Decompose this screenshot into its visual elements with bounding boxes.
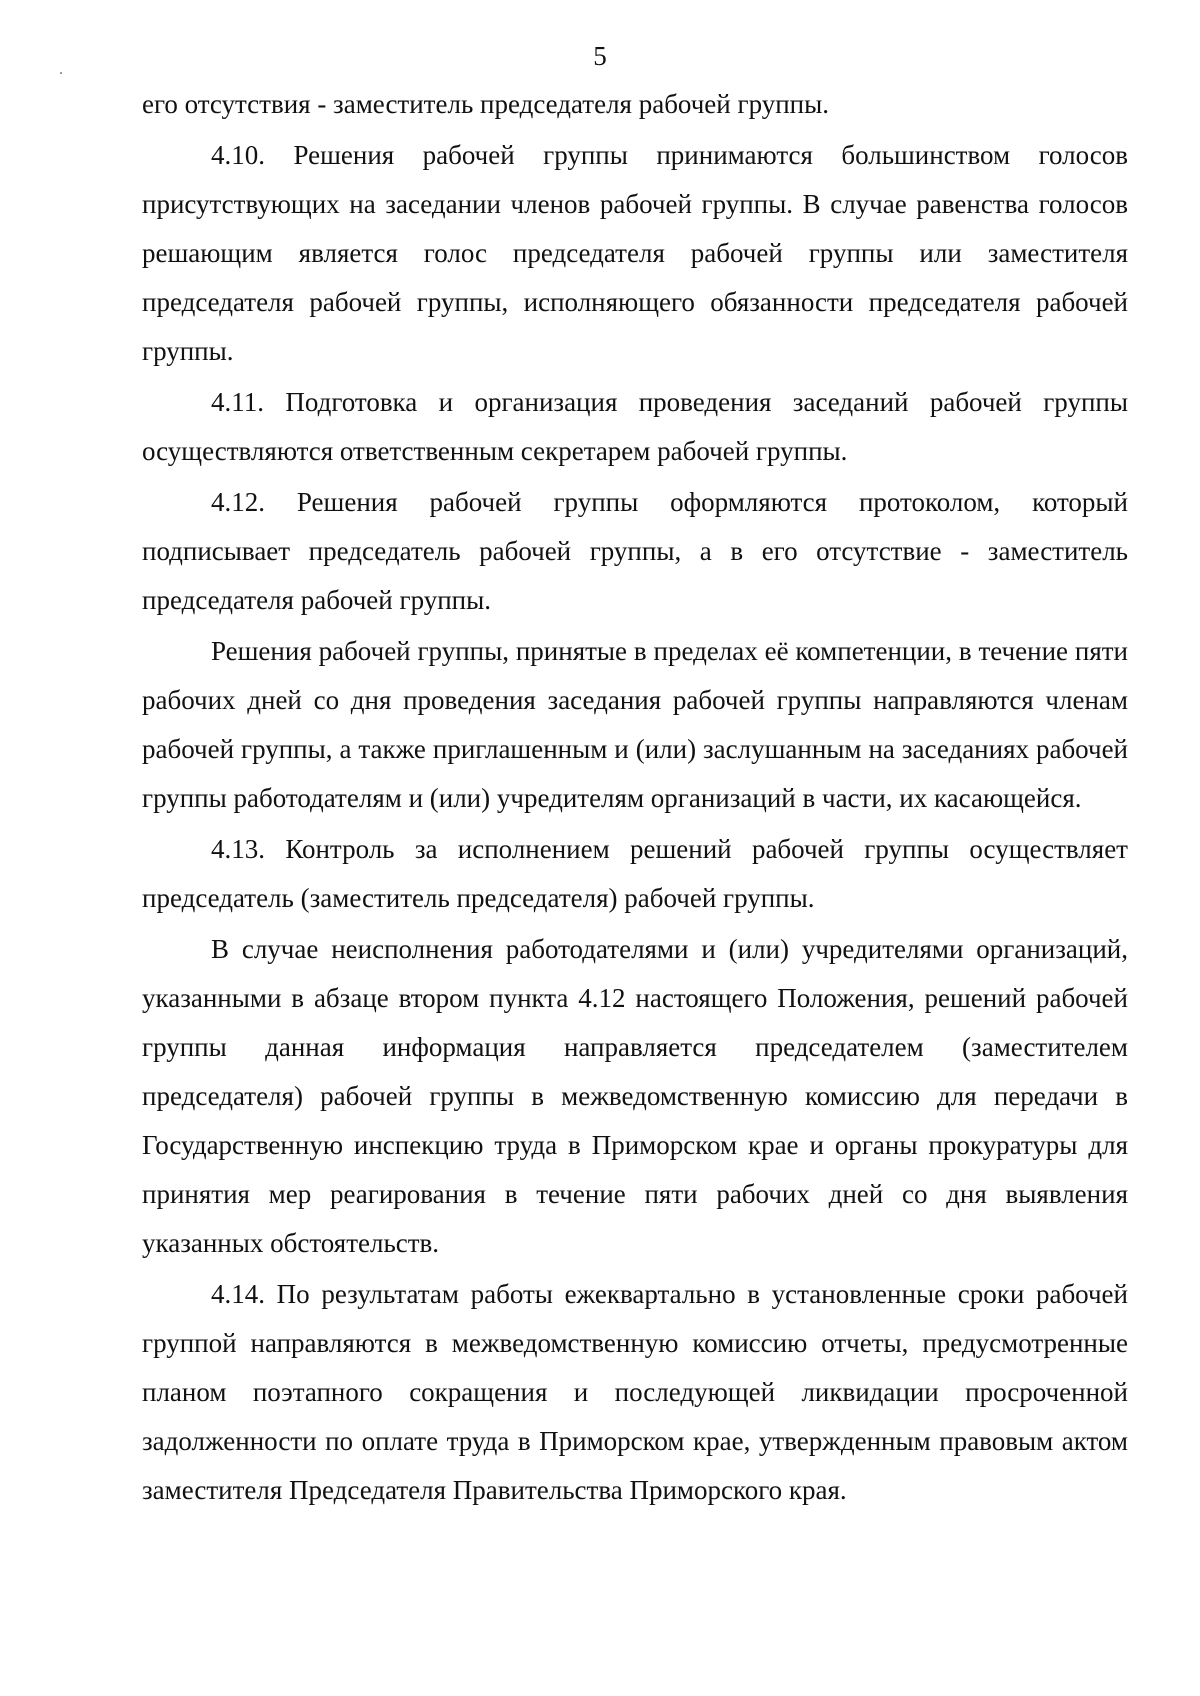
paragraph-4-14: 4.14. По результатам работы ежеквартально в установленные сроки рабочей группой направляются в межведомственную комиссию отчеты, предусмотренные планом поэтапного сокращения и последующей ликвидации просроченной задолженности по оплате труда в Приморском крае, утвержденным правовым актом заместителя Председателя Правительства Приморского края. — [142, 1279, 1128, 1505]
scan-speck — [60, 72, 62, 74]
page-number: 5 — [593, 41, 607, 71]
document-body — [142, 80, 1128, 1515]
paragraph-4-13: 4.13. Контроль за исполнением решений рабочей группы осуществляет председатель (заместитель председателя) рабочей группы. — [142, 834, 1128, 913]
paragraph-4-12: 4.12. Решения рабочей группы оформляются протоколом, который подписывает председатель рабочей группы, а в его отсутствие - заместитель председателя рабочей группы. — [142, 487, 1128, 615]
paragraph-4-13-nonperformance: В случае неисполнения работодателями и (или) учредителями организаций, указанными в абзаце втором пункта 4.12 настоящего Положения, решений рабочей группы данная информация направляется председателем (заместителем председателя) рабочей группы в межведомственную комиссию для передачи в Государственную инспекцию труда в Приморском крае и органы прокуратуры для принятия мер реагирования в течение пяти рабочих дней со дня выявления указанных обстоятельств. — [142, 934, 1128, 1258]
paragraph-4-10: 4.10. Решения рабочей группы принимаются большинством голосов присутствующих на заседании членов рабочей группы. В случае равенства голосов решающим является голос председателя рабочей группы или заместителя председателя рабочей группы, исполняющего обязанности председателя рабочей группы. — [142, 140, 1128, 366]
paragraph-4-12-decisions: Решения рабочей группы, принятые в пределах её компетенции, в течение пяти рабочих дней со дня проведения заседания рабочей группы направляются членам рабочей группы, а также приглашенным и (или) заслушанным на заседаниях рабочей группы работодателям и (или) учредителям организаций в части, их касающейся. — [142, 636, 1128, 813]
paragraph-continuation: его отсутствия - заместитель председателя рабочей группы. — [142, 89, 829, 119]
paragraph-4-11: 4.11. Подготовка и организация проведения заседаний рабочей группы осуществляются ответственным секретарем рабочей группы. — [142, 387, 1128, 466]
